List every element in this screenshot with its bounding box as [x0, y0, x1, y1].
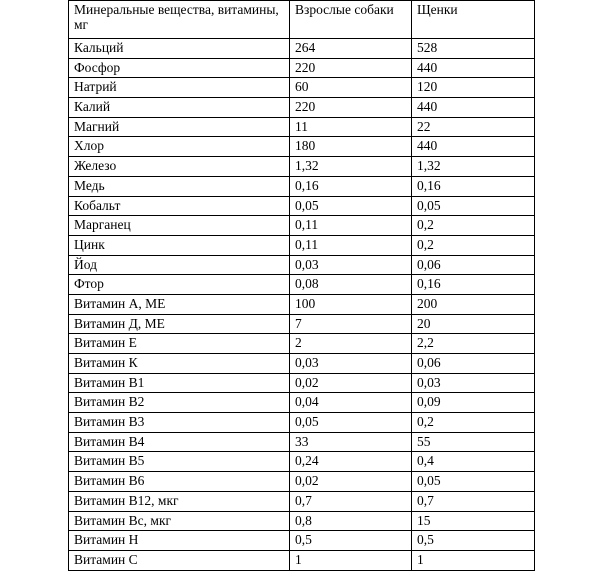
cell-adult-dogs-value: 220 — [290, 98, 412, 118]
table-row — [69, 413, 535, 433]
table-row — [69, 39, 535, 59]
cell-adult-dogs-value: 2 — [290, 334, 412, 354]
cell-nutrient-name: Медь — [69, 176, 290, 196]
cell-puppies-value: 440 — [412, 137, 535, 157]
cell-adult-dogs-value: 1 — [290, 550, 412, 570]
cell-adult-dogs-value: 180 — [290, 137, 412, 157]
header-puppies: Щенки — [412, 1, 535, 39]
cell-puppies-value: 200 — [412, 294, 535, 314]
cell-nutrient-name: Витамин Д, МЕ — [69, 314, 290, 334]
cell-puppies-value: 2,2 — [412, 334, 535, 354]
cell-adult-dogs-value: 0,04 — [290, 393, 412, 413]
cell-puppies-value: 0,06 — [412, 354, 535, 374]
cell-nutrient-name: Железо — [69, 157, 290, 177]
cell-nutrient-name: Витамин К — [69, 354, 290, 374]
cell-nutrient-name: Кальций — [69, 39, 290, 59]
cell-nutrient-name: Витамин В2 — [69, 393, 290, 413]
cell-adult-dogs-value: 0,5 — [290, 531, 412, 551]
cell-nutrient-name: Кобальт — [69, 196, 290, 216]
table-row — [69, 334, 535, 354]
cell-nutrient-name: Витамин Н — [69, 531, 290, 551]
table-row — [69, 275, 535, 295]
cell-nutrient-name: Калий — [69, 98, 290, 118]
table-row — [69, 511, 535, 531]
cell-nutrient-name: Йод — [69, 255, 290, 275]
cell-nutrient-name: Магний — [69, 117, 290, 137]
cell-nutrient-name: Натрий — [69, 78, 290, 98]
cell-adult-dogs-value: 264 — [290, 39, 412, 59]
cell-adult-dogs-value: 0,05 — [290, 196, 412, 216]
cell-puppies-value: 440 — [412, 98, 535, 118]
cell-adult-dogs-value: 0,05 — [290, 413, 412, 433]
cell-puppies-value: 0,05 — [412, 472, 535, 492]
cell-nutrient-name: Витамин В6 — [69, 472, 290, 492]
table-row — [69, 98, 535, 118]
cell-nutrient-name: Витамин Е — [69, 334, 290, 354]
cell-puppies-value: 0,16 — [412, 176, 535, 196]
cell-puppies-value: 0,16 — [412, 275, 535, 295]
header-nutrient: Минеральные вещества, витамины, мг — [69, 1, 290, 39]
cell-puppies-value: 528 — [412, 39, 535, 59]
cell-puppies-value: 0,2 — [412, 235, 535, 255]
cell-adult-dogs-value: 0,02 — [290, 373, 412, 393]
cell-adult-dogs-value: 0,03 — [290, 354, 412, 374]
cell-nutrient-name: Витамин В3 — [69, 413, 290, 433]
cell-adult-dogs-value: 7 — [290, 314, 412, 334]
table-header-row — [69, 1, 535, 39]
table-body — [69, 1, 535, 571]
table-row — [69, 78, 535, 98]
cell-puppies-value: 0,06 — [412, 255, 535, 275]
cell-puppies-value: 20 — [412, 314, 535, 334]
cell-puppies-value: 15 — [412, 511, 535, 531]
table-row — [69, 452, 535, 472]
cell-adult-dogs-value: 11 — [290, 117, 412, 137]
table-row — [69, 58, 535, 78]
cell-puppies-value: 1 — [412, 550, 535, 570]
cell-adult-dogs-value: 0,11 — [290, 216, 412, 236]
table-row — [69, 216, 535, 236]
cell-adult-dogs-value: 0,8 — [290, 511, 412, 531]
table-row — [69, 235, 535, 255]
cell-puppies-value: 0,2 — [412, 216, 535, 236]
cell-adult-dogs-value: 0,08 — [290, 275, 412, 295]
table-row — [69, 393, 535, 413]
cell-puppies-value: 0,09 — [412, 393, 535, 413]
table-row — [69, 196, 535, 216]
cell-adult-dogs-value: 0,7 — [290, 491, 412, 511]
cell-nutrient-name: Фосфор — [69, 58, 290, 78]
cell-puppies-value: 22 — [412, 117, 535, 137]
cell-puppies-value: 0,4 — [412, 452, 535, 472]
cell-nutrient-name: Хлор — [69, 137, 290, 157]
table-row — [69, 314, 535, 334]
cell-puppies-value: 0,03 — [412, 373, 535, 393]
table-row — [69, 294, 535, 314]
header-adult-dogs: Взрослые собаки — [290, 1, 412, 39]
cell-adult-dogs-value: 0,11 — [290, 235, 412, 255]
table-row — [69, 157, 535, 177]
cell-adult-dogs-value: 33 — [290, 432, 412, 452]
cell-nutrient-name: Марганец — [69, 216, 290, 236]
cell-nutrient-name: Витамин В5 — [69, 452, 290, 472]
cell-adult-dogs-value: 0,24 — [290, 452, 412, 472]
cell-adult-dogs-value: 0,02 — [290, 472, 412, 492]
cell-adult-dogs-value: 1,32 — [290, 157, 412, 177]
cell-puppies-value: 55 — [412, 432, 535, 452]
cell-nutrient-name: Витамин А, МЕ — [69, 294, 290, 314]
cell-nutrient-name: Фтор — [69, 275, 290, 295]
cell-nutrient-name: Витамин Вс, мкг — [69, 511, 290, 531]
cell-nutrient-name: Витамин В12, мкг — [69, 491, 290, 511]
cell-puppies-value: 120 — [412, 78, 535, 98]
cell-adult-dogs-value: 100 — [290, 294, 412, 314]
table-row — [69, 176, 535, 196]
cell-adult-dogs-value: 220 — [290, 58, 412, 78]
table-row — [69, 432, 535, 452]
cell-nutrient-name: Цинк — [69, 235, 290, 255]
cell-puppies-value: 440 — [412, 58, 535, 78]
table-row — [69, 137, 535, 157]
cell-nutrient-name: Витамин В4 — [69, 432, 290, 452]
table-row — [69, 531, 535, 551]
cell-puppies-value: 0,5 — [412, 531, 535, 551]
table-row — [69, 491, 535, 511]
table-row — [69, 117, 535, 137]
nutrient-table — [68, 0, 535, 571]
cell-nutrient-name: Витамин С — [69, 550, 290, 570]
cell-nutrient-name: Витамин В1 — [69, 373, 290, 393]
table-row — [69, 354, 535, 374]
table-row — [69, 373, 535, 393]
cell-puppies-value: 0,05 — [412, 196, 535, 216]
cell-puppies-value: 1,32 — [412, 157, 535, 177]
cell-adult-dogs-value: 60 — [290, 78, 412, 98]
cell-puppies-value: 0,7 — [412, 491, 535, 511]
cell-adult-dogs-value: 0,16 — [290, 176, 412, 196]
cell-puppies-value: 0,2 — [412, 413, 535, 433]
table-row — [69, 472, 535, 492]
table-row — [69, 255, 535, 275]
cell-adult-dogs-value: 0,03 — [290, 255, 412, 275]
table-row — [69, 550, 535, 570]
